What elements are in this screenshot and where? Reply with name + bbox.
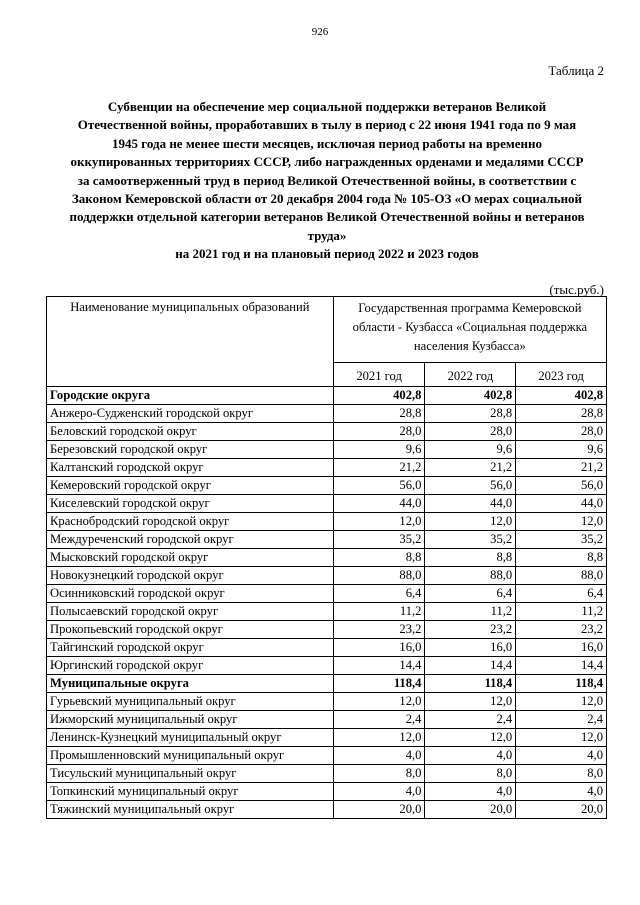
table-row xyxy=(47,513,607,531)
table-row xyxy=(47,495,607,513)
value-cell-2021: 6,4 xyxy=(333,585,425,603)
value-cell-2021: 12,0 xyxy=(333,513,425,531)
value-cell-2023: 4,0 xyxy=(516,747,607,765)
municipality-name-cell: Топкинский муниципальный округ xyxy=(47,783,334,801)
value-cell-2022: 12,0 xyxy=(425,693,516,711)
value-cell-2021: 14,4 xyxy=(333,657,425,675)
table-row xyxy=(47,657,607,675)
value-cell-2022: 118,4 xyxy=(425,675,516,693)
header-program-cell: Государственная программа Кемеровской области - Кузбасса «Социальная поддержка населения Кузбасса» xyxy=(333,297,606,363)
table-row xyxy=(47,765,607,783)
value-cell-2022: 11,2 xyxy=(425,603,516,621)
page-number: 926 xyxy=(311,26,329,38)
value-cell-2022: 44,0 xyxy=(425,495,516,513)
value-cell-2023: 402,8 xyxy=(516,387,607,405)
value-cell-2023: 8,8 xyxy=(516,549,607,567)
year-header-2023: 2023 год xyxy=(516,363,607,387)
value-cell-2023: 11,2 xyxy=(516,603,607,621)
title-line: на 2021 год и на плановый период 2022 и 2023 годов xyxy=(175,246,479,262)
value-cell-2022: 16,0 xyxy=(425,639,516,657)
table-row xyxy=(47,729,607,747)
table-row xyxy=(47,801,607,819)
value-cell-2023: 9,6 xyxy=(516,441,607,459)
value-cell-2022: 56,0 xyxy=(425,477,516,495)
municipality-name-cell: Анжеро-Судженский городской округ xyxy=(47,405,334,423)
value-cell-2023: 21,2 xyxy=(516,459,607,477)
document-title xyxy=(32,98,622,264)
value-cell-2021: 12,0 xyxy=(333,729,425,747)
table-row xyxy=(47,405,607,423)
value-cell-2021: 35,2 xyxy=(333,531,425,549)
value-cell-2023: 56,0 xyxy=(516,477,607,495)
value-cell-2021: 9,6 xyxy=(333,441,425,459)
municipality-name-cell: Беловский городской округ xyxy=(47,423,334,441)
value-cell-2023: 8,0 xyxy=(516,765,607,783)
value-cell-2021: 56,0 xyxy=(333,477,425,495)
table-group-row xyxy=(47,387,607,405)
value-cell-2021: 28,0 xyxy=(333,423,425,441)
value-cell-2023: 2,4 xyxy=(516,711,607,729)
municipality-name-cell: Полысаевский городской округ xyxy=(47,603,334,621)
value-cell-2022: 28,8 xyxy=(425,405,516,423)
table-group-row xyxy=(47,675,607,693)
municipality-name-cell: Новокузнецкий городской округ xyxy=(47,567,334,585)
value-cell-2021: 8,8 xyxy=(333,549,425,567)
table-label: Таблица 2 xyxy=(548,63,604,78)
value-cell-2023: 28,8 xyxy=(516,405,607,423)
value-cell-2021: 23,2 xyxy=(333,621,425,639)
units-label: (тыс.руб.) xyxy=(549,282,604,297)
table-header-row xyxy=(47,297,607,363)
municipality-name-cell: Краснобродский городской округ xyxy=(47,513,334,531)
value-cell-2022: 35,2 xyxy=(425,531,516,549)
municipality-name-cell: Промышленновский муниципальный округ xyxy=(47,747,334,765)
value-cell-2021: 8,0 xyxy=(333,765,425,783)
value-cell-2023: 44,0 xyxy=(516,495,607,513)
value-cell-2021: 11,2 xyxy=(333,603,425,621)
value-cell-2022: 402,8 xyxy=(425,387,516,405)
value-cell-2021: 16,0 xyxy=(333,639,425,657)
municipality-name-cell: Кемеровский городской округ xyxy=(47,477,334,495)
municipality-name-cell: Муниципальные округа xyxy=(47,675,334,693)
value-cell-2022: 21,2 xyxy=(425,459,516,477)
table-row xyxy=(47,459,607,477)
title-line: 1945 года не менее шести месяцев, исключая период работы на временно xyxy=(112,135,542,151)
value-cell-2023: 12,0 xyxy=(516,729,607,747)
value-cell-2022: 8,0 xyxy=(425,765,516,783)
municipality-name-cell: Березовский городской округ xyxy=(47,441,334,459)
value-cell-2021: 28,8 xyxy=(333,405,425,423)
value-cell-2021: 20,0 xyxy=(333,801,425,819)
table-row xyxy=(47,585,607,603)
header-name-cell: Наименование муниципальных образований xyxy=(47,297,334,387)
value-cell-2023: 4,0 xyxy=(516,783,607,801)
table-row xyxy=(47,693,607,711)
table-row xyxy=(47,621,607,639)
table-row xyxy=(47,423,607,441)
value-cell-2022: 12,0 xyxy=(425,513,516,531)
table-row xyxy=(47,603,607,621)
value-cell-2022: 12,0 xyxy=(425,729,516,747)
municipality-name-cell: Тисульский муниципальный округ xyxy=(47,765,334,783)
municipality-name-cell: Городские округа xyxy=(47,387,334,405)
value-cell-2023: 16,0 xyxy=(516,639,607,657)
municipality-name-cell: Киселевский городской округ xyxy=(47,495,334,513)
municipality-name-cell: Гурьевский муниципальный округ xyxy=(47,693,334,711)
table-row xyxy=(47,477,607,495)
value-cell-2021: 4,0 xyxy=(333,747,425,765)
value-cell-2022: 14,4 xyxy=(425,657,516,675)
value-cell-2022: 20,0 xyxy=(425,801,516,819)
municipality-name-cell: Осинниковский городской округ xyxy=(47,585,334,603)
table-row xyxy=(47,711,607,729)
municipality-name-cell: Мысковский городской округ xyxy=(47,549,334,567)
value-cell-2021: 88,0 xyxy=(333,567,425,585)
municipality-name-cell: Калтанский городской округ xyxy=(47,459,334,477)
subsidy-table xyxy=(46,296,607,819)
value-cell-2022: 2,4 xyxy=(425,711,516,729)
table-row xyxy=(47,531,607,549)
value-cell-2021: 2,4 xyxy=(333,711,425,729)
value-cell-2022: 6,4 xyxy=(425,585,516,603)
value-cell-2022: 4,0 xyxy=(425,783,516,801)
value-cell-2022: 9,6 xyxy=(425,441,516,459)
municipality-name-cell: Ижморский муниципальный округ xyxy=(47,711,334,729)
title-line: Законом Кемеровской области от 20 декабря 2004 года № 105-ОЗ «О мерах социальной xyxy=(71,191,583,207)
value-cell-2022: 88,0 xyxy=(425,567,516,585)
value-cell-2021: 118,4 xyxy=(333,675,425,693)
value-cell-2023: 35,2 xyxy=(516,531,607,549)
table-row xyxy=(47,441,607,459)
municipality-name-cell: Тайгинский городской округ xyxy=(47,639,334,657)
table-row xyxy=(47,549,607,567)
title-line: оккупированных территориях СССР, либо награжденных орденами и медалями СССР xyxy=(70,154,584,170)
value-cell-2023: 28,0 xyxy=(516,423,607,441)
value-cell-2021: 4,0 xyxy=(333,783,425,801)
value-cell-2021: 44,0 xyxy=(333,495,425,513)
municipality-name-cell: Прокопьевский городской округ xyxy=(47,621,334,639)
value-cell-2023: 20,0 xyxy=(516,801,607,819)
value-cell-2022: 23,2 xyxy=(425,621,516,639)
municipality-name-cell: Междуреченский городской округ xyxy=(47,531,334,549)
value-cell-2023: 12,0 xyxy=(516,513,607,531)
year-header-2021: 2021 год xyxy=(333,363,425,387)
year-header-2022: 2022 год xyxy=(425,363,516,387)
value-cell-2022: 4,0 xyxy=(425,747,516,765)
value-cell-2023: 23,2 xyxy=(516,621,607,639)
title-line: поддержки отдельной категории ветеранов Великой Отечественной войны и ветеранов xyxy=(69,209,585,225)
value-cell-2023: 118,4 xyxy=(516,675,607,693)
value-cell-2021: 12,0 xyxy=(333,693,425,711)
value-cell-2022: 8,8 xyxy=(425,549,516,567)
title-line: Субвенции на обеспечение мер социальной поддержки ветеранов Великой xyxy=(107,99,547,114)
table-row xyxy=(47,747,607,765)
table-row xyxy=(47,567,607,585)
title-line: Отечественной войны, проработавших в тылу в период с 22 июня 1941 года по 9 мая xyxy=(77,117,577,133)
value-cell-2021: 21,2 xyxy=(333,459,425,477)
table-row xyxy=(47,639,607,657)
value-cell-2023: 14,4 xyxy=(516,657,607,675)
municipality-name-cell: Юргинский городской округ xyxy=(47,657,334,675)
table-row xyxy=(47,783,607,801)
value-cell-2023: 88,0 xyxy=(516,567,607,585)
title-line: труда» xyxy=(307,227,347,243)
value-cell-2021: 402,8 xyxy=(333,387,425,405)
value-cell-2022: 28,0 xyxy=(425,423,516,441)
value-cell-2023: 12,0 xyxy=(516,693,607,711)
municipality-name-cell: Тяжинский муниципальный округ xyxy=(47,801,334,819)
municipality-name-cell: Ленинск-Кузнецкий муниципальный округ xyxy=(47,729,334,747)
title-line: за самоотверженный труд в период Великой Отечественной войны, в соответствии с xyxy=(77,172,577,188)
value-cell-2023: 6,4 xyxy=(516,585,607,603)
